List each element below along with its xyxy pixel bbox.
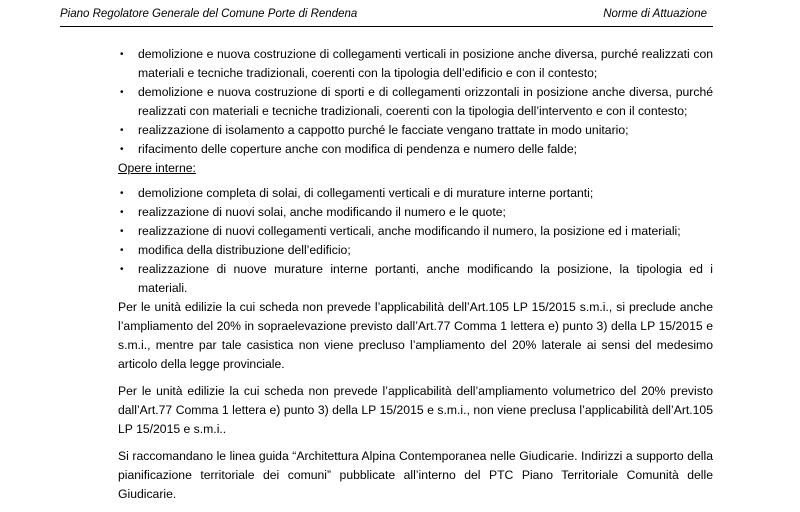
page-header bbox=[60, 6, 713, 27]
list-item bbox=[118, 260, 713, 298]
section-heading: Opere interne: bbox=[118, 161, 196, 175]
list-item bbox=[118, 45, 713, 83]
list-item bbox=[118, 121, 713, 140]
paragraph-guidelines: Si raccomandano le linea guida “Architettura Alpina Contemporanea nelle Giudicarie. Indirizzi a supporto della pianificazione territoriale dei comuni” pubblicate all’interno del PTC Piano Territoriale Comunità delle Giudicarie. bbox=[118, 449, 713, 501]
paragraph-art77: Per le unità edilizie la cui scheda non prevede l’applicabilità dell’ampliamento volumetrico del 20% previsto dall’Art.77 Comma 1 lettera e) punto 3) della LP 15/2015 e s.m.i., non viene preclusa l’applicabilità dell’Art.105 LP 15/2015 e s.m.i.. bbox=[118, 384, 713, 436]
list-item-text: demolizione e nuova costruzione di sporti e di collegamenti orizzontali in posizione anche diversa, purché realizzati con materiali e tecniche tradizionali, coerenti con la tipologia dell’intervento e con il contesto; bbox=[138, 85, 713, 118]
bullet-icon: • bbox=[120, 264, 124, 275]
paragraph-art105: Per le unità edilizie la cui scheda non prevede l’applicabilità dell’Art.105 LP 15/2015 s.m.i., si preclude anche l’ampliamento del 20% in sopraelevazione previsto dall’Art.77 Comma 1 lettera e) punto 3) della LP 15/2015 e s.m.i., mentre par tale casistica non viene precluso l’ampliamento del 20% laterale ai sensi del medesimo articolo della legge provinciale. bbox=[118, 300, 713, 371]
document-body bbox=[118, 45, 713, 512]
bullet-icon: • bbox=[120, 144, 124, 155]
bullet-icon: • bbox=[120, 207, 124, 218]
bullet-icon: • bbox=[120, 226, 124, 237]
bullet-icon: • bbox=[120, 49, 124, 60]
internal-works-list bbox=[118, 184, 713, 298]
list-item-text: modifica della distribuzione dell’edificio; bbox=[138, 243, 351, 257]
bullet-icon: • bbox=[120, 87, 124, 98]
bullet-icon: • bbox=[120, 125, 124, 136]
list-item bbox=[118, 83, 713, 121]
bullet-icon: • bbox=[120, 188, 124, 199]
list-item bbox=[118, 222, 713, 241]
header-document-title: Piano Regolatore Generale del Comune Porte di Rendena bbox=[60, 8, 358, 20]
list-item-text: realizzazione di nuovi solai, anche modificando il numero e le quote; bbox=[138, 205, 506, 219]
list-item bbox=[118, 140, 713, 159]
external-works-list bbox=[118, 45, 713, 159]
header-section-title: Norme di Attuazione bbox=[603, 8, 707, 20]
list-item-text: demolizione completa di solai, di collegamenti verticali e di murature interne portanti; bbox=[138, 186, 594, 200]
list-item bbox=[118, 203, 713, 222]
list-item-text: demolizione e nuova costruzione di collegamenti verticali in posizione anche diversa, purché realizzati con materiali e tecniche tradizionali, coerenti con la tipologia dell’edificio e con il contesto; bbox=[138, 47, 713, 80]
list-item-text: realizzazione di nuove murature interne portanti, anche modificando la posizione, la tipologia ed i materiali. bbox=[138, 262, 713, 295]
list-item bbox=[118, 241, 713, 260]
list-item-text: rifacimento delle coperture anche con modifica di pendenza e numero delle falde; bbox=[138, 142, 578, 156]
list-item-text: realizzazione di nuovi collegamenti verticali, anche modificando il numero, la posizione ed i materiali; bbox=[138, 224, 681, 238]
list-item bbox=[118, 184, 713, 203]
list-item-text: realizzazione di isolamento a cappotto purché le facciate vengano trattate in modo unitario; bbox=[138, 123, 629, 137]
bullet-icon: • bbox=[120, 245, 124, 256]
